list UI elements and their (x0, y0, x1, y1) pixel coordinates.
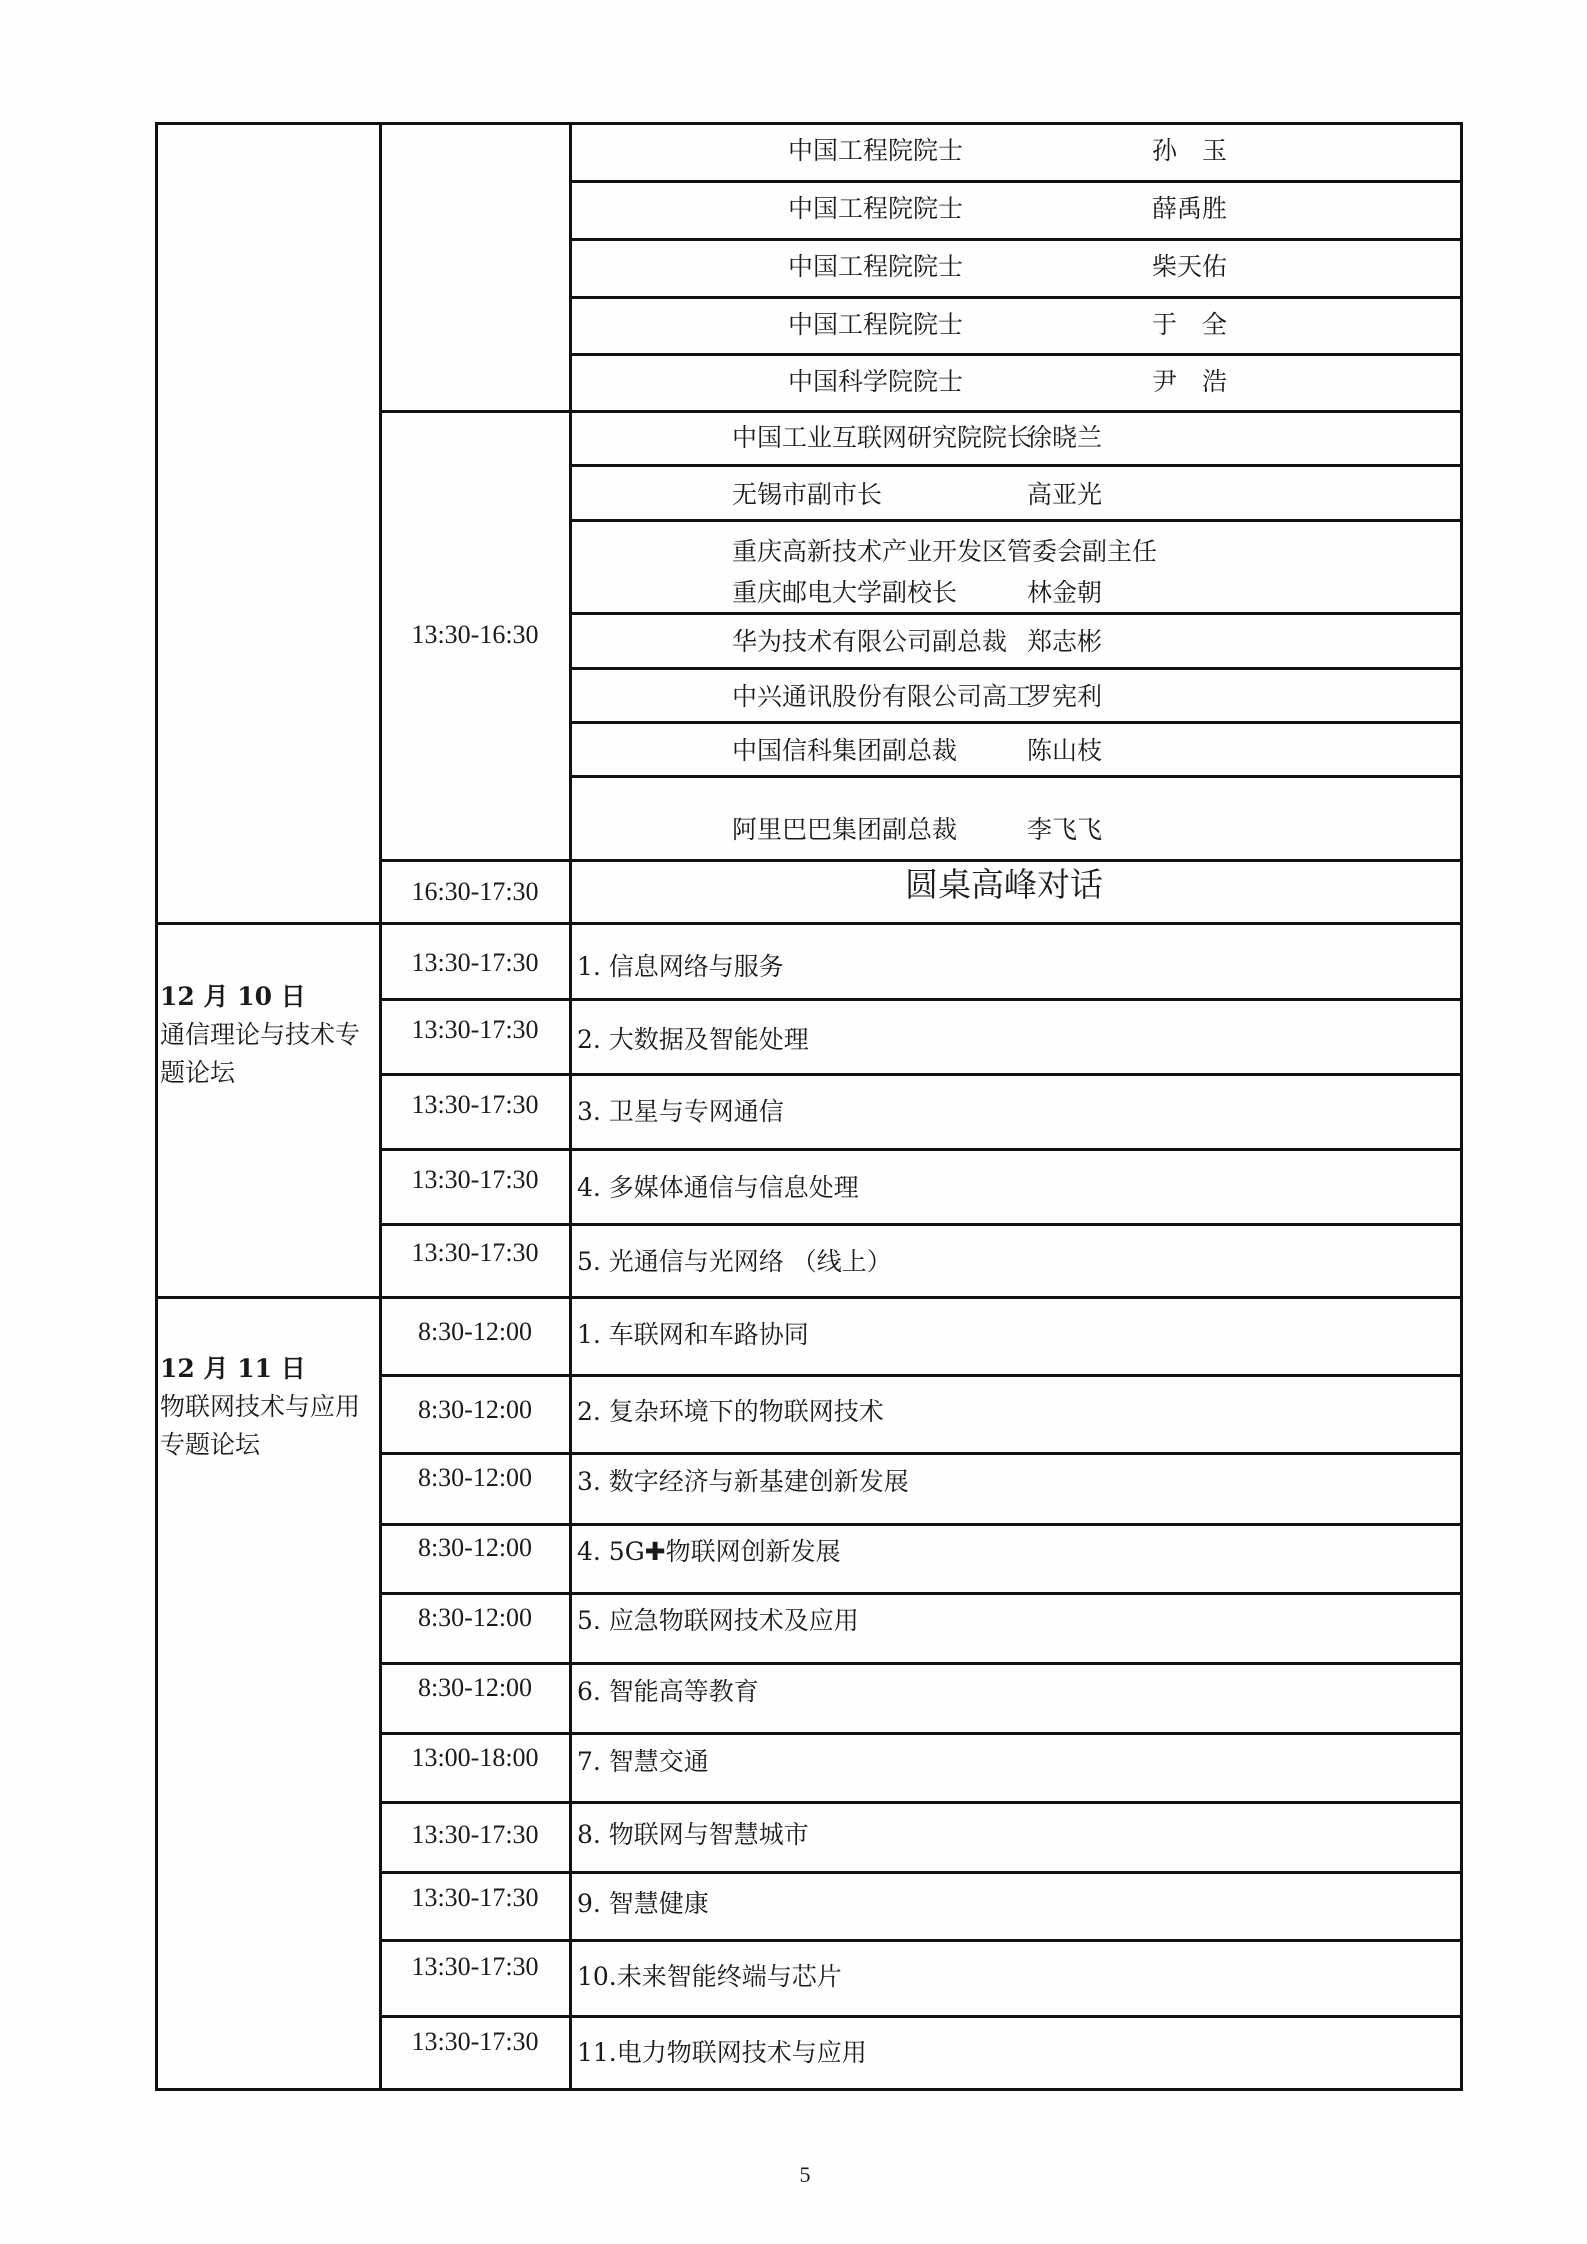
speaker-title: 华为技术有限公司副总裁 (732, 627, 1008, 656)
row-divider (569, 296, 1463, 299)
session-topic: 6. 智能高等教育 (577, 1677, 759, 1706)
academician-name: 尹 浩 (1152, 367, 1228, 396)
session-time: 8:30-12:00 (417, 1463, 533, 1492)
row-divider (379, 1073, 1463, 1076)
speaker-title-secondary: 重庆邮电大学副校长 (732, 578, 958, 607)
section-date: 12 月 11 日 (160, 1354, 306, 1383)
academician-title: 中国科学院院士 (788, 367, 964, 396)
section-label (160, 1350, 382, 1464)
academician-name: 于 全 (1152, 310, 1228, 339)
row-divider (379, 1662, 1463, 1665)
session-time: 8:30-12:00 (417, 1603, 533, 1632)
session-topic: 8. 物联网与智慧城市 (577, 1820, 809, 1849)
section-divider (155, 1296, 1463, 1299)
row-divider (379, 1939, 1463, 1942)
speaker-name: 高亚光 (1027, 480, 1103, 509)
session-topic: 5. 光通信与光网络 （线上） (577, 1247, 892, 1276)
session-topic: 4. 多媒体通信与信息处理 (577, 1173, 859, 1202)
session-topic: 4. 5G✚物联网创新发展 (577, 1537, 841, 1566)
session-time: 8:30-12:00 (417, 1673, 533, 1702)
session-topic: 11.电力物联网技术与应用 (577, 2038, 867, 2067)
session-time: 8:30-12:00 (417, 1395, 533, 1424)
academician-name: 孙 玉 (1152, 136, 1228, 165)
speaker-title: 中国信科集团副总裁 (732, 736, 958, 765)
academician-title: 中国工程院院士 (788, 194, 964, 223)
academician-name: 薛禹胜 (1152, 194, 1228, 223)
speaker-name: 罗宪利 (1027, 682, 1103, 711)
row-divider (379, 1801, 1463, 1804)
section-label (160, 978, 382, 1092)
session-topic: 5. 应急物联网技术及应用 (577, 1606, 859, 1635)
session-time: 8:30-12:00 (417, 1317, 533, 1346)
section-date: 12 月 10 日 (160, 982, 306, 1011)
session-time: 13:30-17:30 (411, 948, 539, 977)
session-time: 13:30-17:30 (411, 1238, 539, 1267)
session-time: 13:00-18:00 (411, 1743, 539, 1772)
page-number: 5 (799, 2162, 811, 2187)
session-topic: 1. 车联网和车路协同 (577, 1320, 809, 1349)
row-divider (569, 464, 1463, 467)
row-divider (379, 1732, 1463, 1735)
speaker-title: 阿里巴巴集团副总裁 (732, 815, 958, 844)
row-divider (379, 2015, 1463, 2018)
section-name: 物联网技术与应用专题论坛 (160, 1392, 361, 1459)
session-topic: 10.未来智能终端与芯片 (577, 1962, 842, 1991)
row-divider (569, 721, 1463, 724)
session-topic: 1. 信息网络与服务 (577, 952, 784, 981)
session-time: 13:30-17:30 (411, 1883, 539, 1912)
section-name: 通信理论与技术专题论坛 (160, 1020, 361, 1087)
session-time: 13:30-16:30 (411, 620, 539, 649)
session-topic: 7. 智慧交通 (577, 1747, 709, 1776)
section-divider (155, 922, 1463, 925)
session-topic: 3. 卫星与专网通信 (577, 1097, 784, 1126)
speaker-title: 中兴通讯股份有限公司高工 (732, 682, 1033, 711)
roundtable-label: 圆桌高峰对话 (905, 865, 1103, 904)
speaker-title: 无锡市副市长 (732, 480, 883, 509)
row-divider (379, 1871, 1463, 1874)
row-divider (379, 1223, 1463, 1226)
session-topic: 2. 大数据及智能处理 (577, 1025, 809, 1054)
speaker-name: 徐晓兰 (1027, 423, 1103, 452)
row-divider (379, 1452, 1463, 1455)
row-divider (379, 859, 1463, 862)
academician-title: 中国工程院院士 (788, 310, 964, 339)
academician-title: 中国工程院院士 (788, 136, 964, 165)
row-divider (569, 238, 1463, 241)
session-topic: 2. 复杂环境下的物联网技术 (577, 1397, 884, 1426)
session-topic: 3. 数字经济与新基建创新发展 (577, 1467, 909, 1496)
academician-title: 中国工程院院士 (788, 252, 964, 281)
speaker-name: 郑志彬 (1027, 627, 1103, 656)
session-time: 13:30-17:30 (411, 1015, 539, 1044)
speaker-name: 林金朝 (1027, 578, 1103, 607)
session-time: 8:30-12:00 (417, 1533, 533, 1562)
session-topic: 9. 智慧健康 (577, 1889, 709, 1918)
row-divider (569, 612, 1463, 615)
row-divider (379, 1148, 1463, 1151)
session-time: 13:30-17:30 (411, 1952, 539, 1981)
session-time: 13:30-17:30 (411, 1090, 539, 1119)
schedule-table (155, 122, 1463, 2091)
row-divider (379, 410, 1463, 413)
row-divider (569, 775, 1463, 778)
row-divider (569, 667, 1463, 670)
session-time: 13:30-17:30 (411, 1820, 539, 1849)
speaker-name: 陈山枝 (1027, 736, 1103, 765)
row-divider (379, 1523, 1463, 1526)
session-time: 13:30-17:30 (411, 1165, 539, 1194)
row-divider (379, 1592, 1463, 1595)
speaker-name: 李飞飞 (1027, 815, 1103, 844)
speaker-title: 重庆高新技术产业开发区管委会副主任 (732, 537, 1158, 566)
row-divider (569, 519, 1463, 522)
row-divider (379, 998, 1463, 1001)
academician-name: 柴天佑 (1152, 252, 1228, 281)
row-divider (569, 353, 1463, 356)
row-divider (379, 1374, 1463, 1377)
roundtable-time: 16:30-17:30 (411, 877, 539, 906)
row-divider (569, 180, 1463, 183)
speaker-title: 中国工业互联网研究院院长 (732, 423, 1033, 452)
session-time: 13:30-17:30 (411, 2027, 539, 2056)
